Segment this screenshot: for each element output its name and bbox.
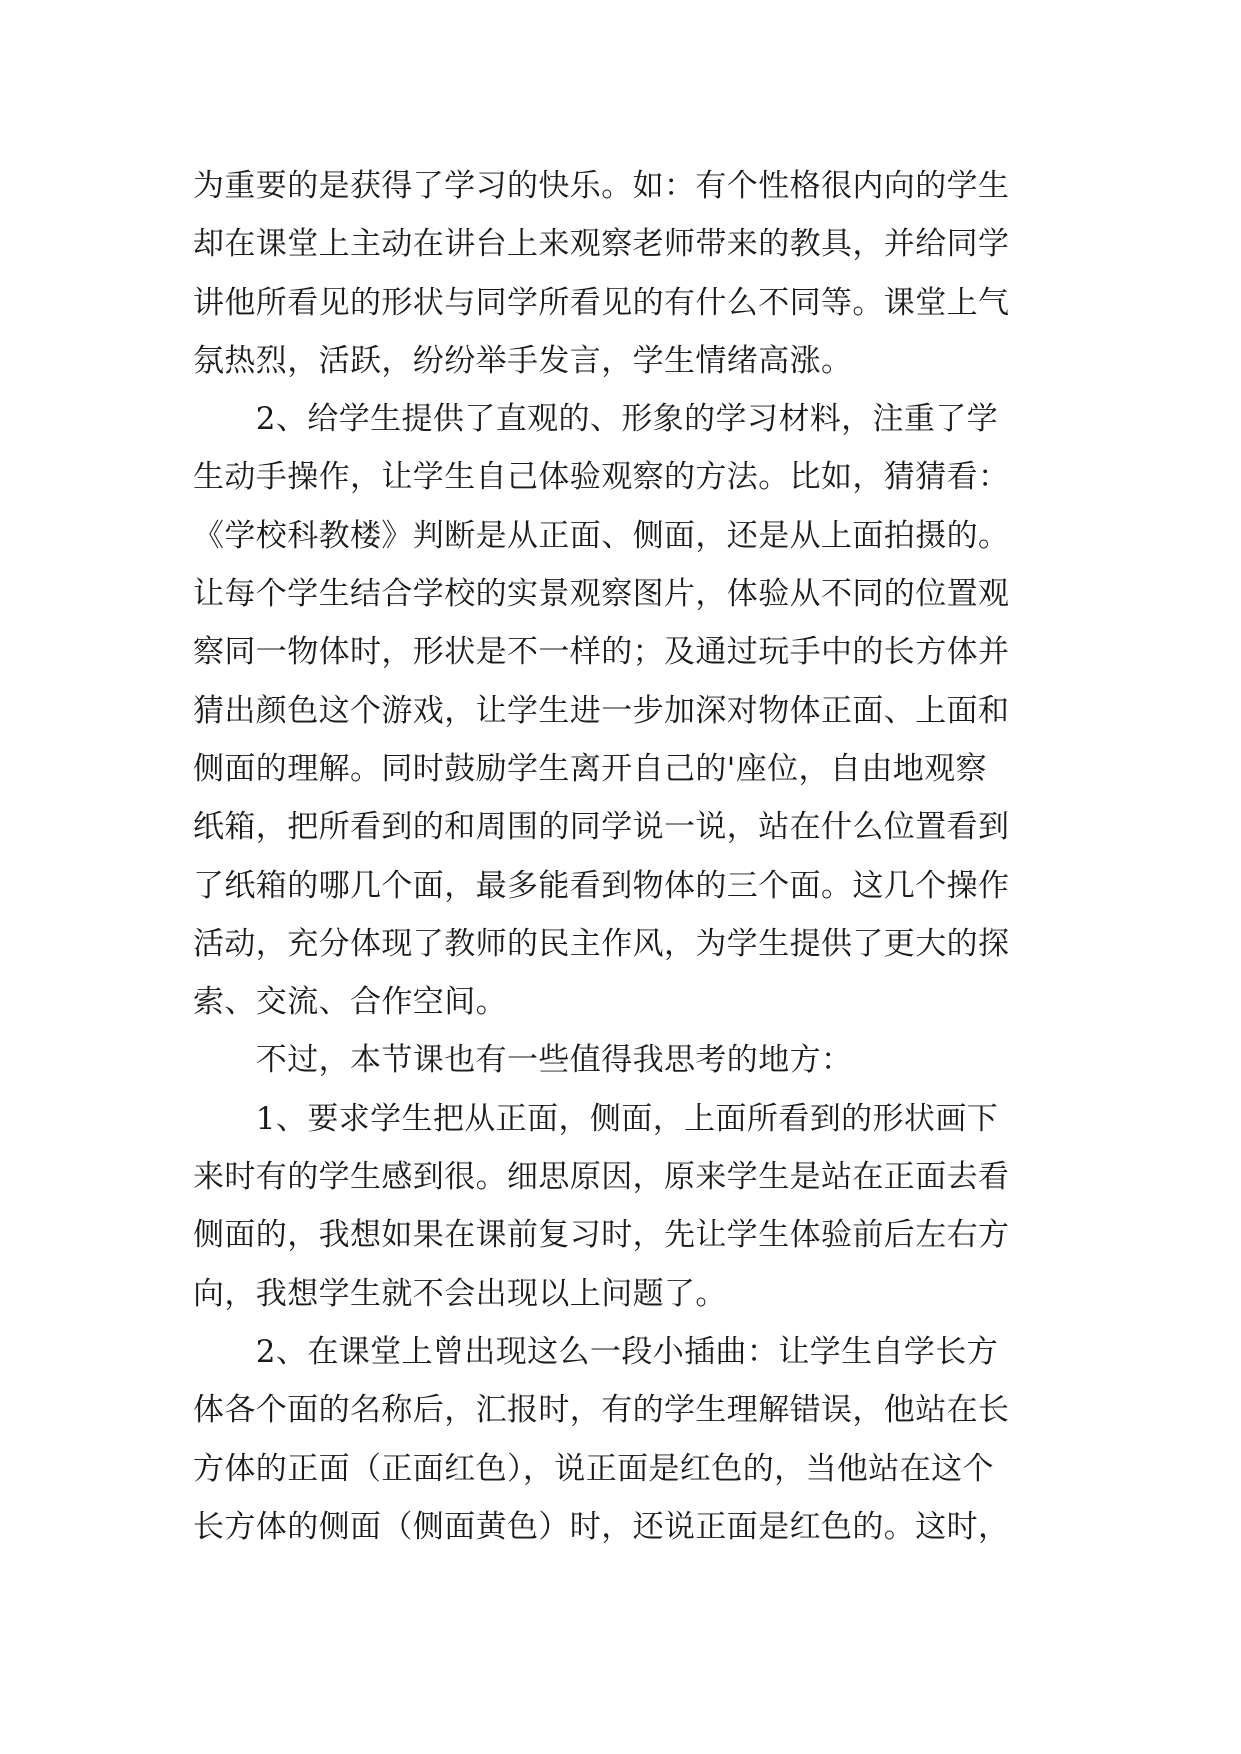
text-line: 体各个面的名称后，汇报时，有的学生理解错误，他站在长	[193, 1392, 1010, 1429]
text-line: 2、给学生提供了直观的、形象的学习材料，注重了学	[193, 401, 999, 438]
text-line: 察同一物体时，形状是不一样的；及通过玩手中的长方体并	[193, 634, 1010, 671]
text-line: 2、在课堂上曾出现这么一段小插曲：让学生自学长方	[193, 1333, 999, 1370]
text-line: 为重要的是获得了学习的快乐。如：有个性格很内向的学生	[193, 168, 1010, 204]
text-line: 侧面的，我想如果在课前复习时，先让学生体验前后左右方	[193, 1217, 1010, 1254]
text-line: 讲他所看见的形状与同学所看见的有什么不同等。课堂上气	[193, 284, 1010, 321]
text-line: 不过，本节课也有一些值得我思考的地方：	[193, 1042, 853, 1079]
text-line: 来时有的学生感到很。细思原因，原来学生是站在正面去看	[193, 1159, 1010, 1196]
text-line: 长方体的侧面（侧面黄色）时，还说正面是红色的。这时，	[193, 1508, 1010, 1545]
text-line: 猜出颜色这个游戏，让学生进一步加深对物体正面、上面和	[193, 692, 1010, 729]
text-line: 氛热烈，活跃，纷纷举手发言，学生情绪高涨。	[193, 342, 853, 379]
text-line: 了纸箱的哪几个面，最多能看到物体的三个面。这几个操作	[193, 867, 1010, 904]
text-line: 《学校科教楼》判断是从正面、侧面，还是从上面拍摄的。	[193, 517, 1010, 554]
text-line: 却在课堂上主动在讲台上来观察老师带来的教具，并给同学	[193, 226, 1010, 263]
text-line: 向，我想学生就不会出现以上问题了。	[193, 1275, 727, 1312]
text-line: 让每个学生结合学校的实景观察图片，体验从不同的位置观	[193, 576, 1010, 613]
text-line: 生动手操作，让学生自己体验观察的方法。比如，猜猜看：	[193, 459, 1010, 496]
text-line: 索、交流、合作空间。	[193, 984, 507, 1021]
text-line: 1、要求学生把从正面，侧面，上面所看到的形状画下	[193, 1100, 999, 1137]
text-line: 方体的正面（正面红色），说正面是红色的，当他站在这个	[193, 1450, 994, 1487]
text-line: 活动，充分体现了教师的民主作风，为学生提供了更大的探	[193, 925, 1010, 962]
text-line: 侧面的理解。同时鼓励学生离开自己的'座位，自由地观察	[193, 750, 987, 787]
text-line: 纸箱，把所看到的和周围的同学说一说，站在什么位置看到	[193, 809, 1010, 846]
body-text	[193, 157, 1063, 1556]
